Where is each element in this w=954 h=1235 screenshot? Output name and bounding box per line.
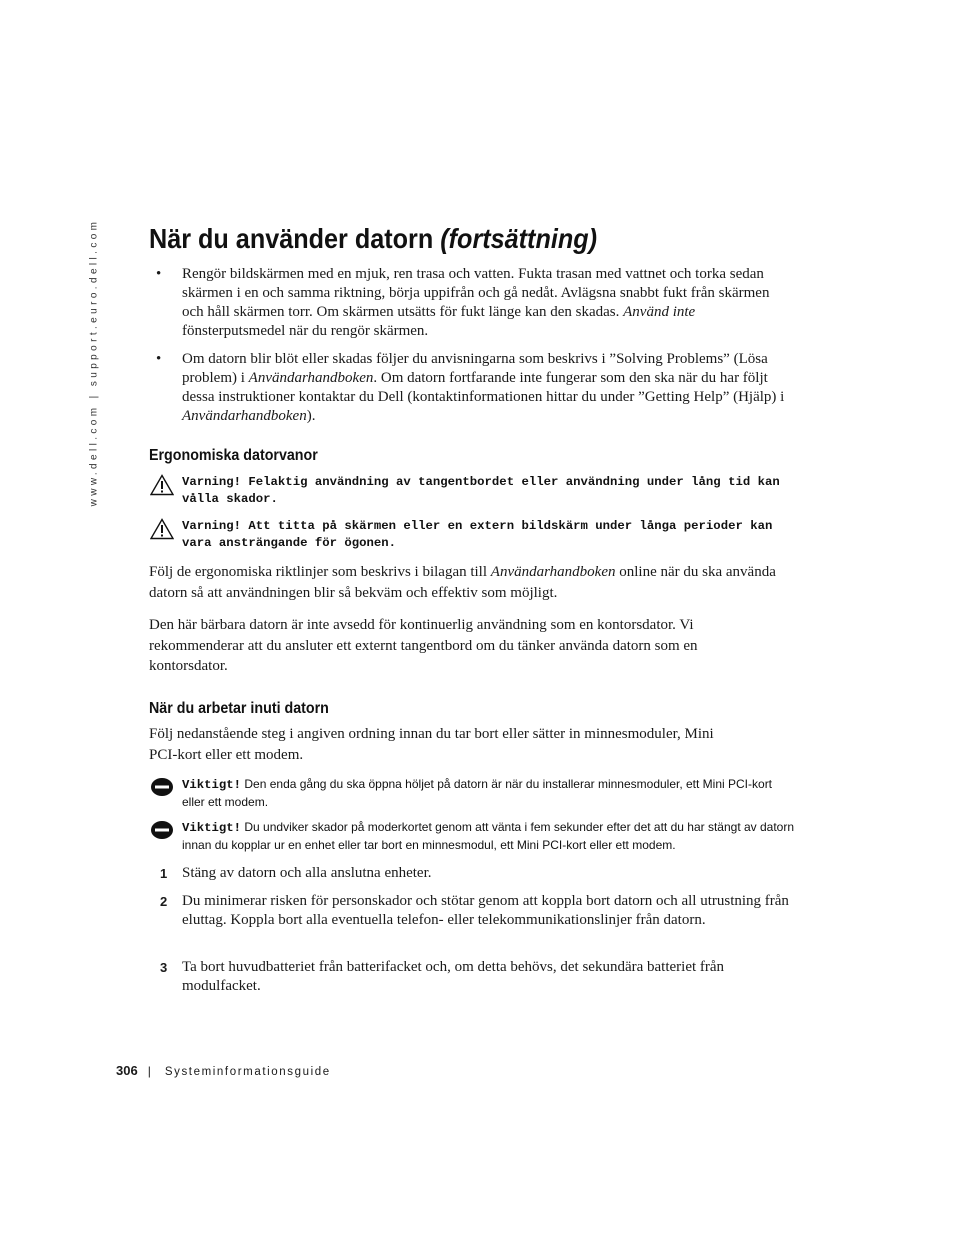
notice-text [182,776,790,812]
warning-notice [150,474,790,508]
section-heading-ergonomics: Ergonomiska datorvanor [149,447,318,464]
side-url-text: www.dell.com | support.euro.dell.com [88,218,100,506]
step-item [160,864,792,883]
guide-title: Systeminformationsguide [164,1066,331,1078]
step-text: Ta bort huvudbatteriet från batterifacket och, om detta behövs, det sekundära batteriet från modulfacket. [182,959,725,994]
warning-notice [150,518,790,552]
bullet-dot: • [156,351,162,367]
bullet-emphasis: Användarhandboken [182,408,307,424]
warning-text: Varning! Felaktig användning av tangentbordet eller användning under lång tid kan vålla skador. [182,475,780,506]
inside-intro-paragraph: Följ nedanstående steg i angiven ordning innan du tar bort eller sätter in minnesmoduler, Mini PCI-kort eller ett modem. [149,726,714,763]
warning-triangle-icon [150,518,174,540]
step-number: 2 [160,894,168,909]
paragraph-text: online när du ska använda datorn så att användningen blir så bekväm och effektiv som möjligt. [149,564,776,601]
title-continued: (fortsättning) [440,223,598,254]
warning-text: Varning! Att titta på skärmen eller en extern bildskärm under långa perioder kan vara ansträngande för ögonen. [182,519,773,550]
step-item [160,892,792,930]
step-text: Du minimerar risken för personskador och stötar genom att koppla bort datorn och all utrustning från eluttag. Koppla bort alla eventuella telefon- eller telekommunikationslinjer från datorn. [182,893,789,928]
step-text: Stäng av datorn och alla anslutna enheter. [182,865,432,881]
bullet-emphasis: Använd inte [623,304,696,320]
bullet-text: Om datorn blir blöt eller skadas följer du anvisningarna som beskrivs i ”Solving Problems” (Lösa problem) i [182,351,768,386]
bullet-item [156,350,792,426]
bullet-emphasis: Användarhandboken [248,370,374,386]
section-heading-inside-computer: När du arbetar inuti datorn [149,700,329,717]
notice-icon [150,819,174,841]
ergonomics-paragraph [149,562,789,603]
notice-body: Den enda gång du ska öppna höljet på datorn är när du installerar minnesmoduler, ett Mini PCI-kort eller ett modem. [182,777,773,809]
step-number: 1 [160,866,168,881]
notice-body: Du undviker skador på moderkortet genom att vänta i fem sekunder efter det att du har stängt av datorn innan du kopplar ur en enhet eller tar bort en minnesmodul, ett Mini PCI-kort eller ett modem. [182,820,795,852]
paragraph-text: Följ de ergonomiska riktlinjer som beskrivs i bilagan till [149,564,491,580]
footer-separator: | [147,1064,151,1078]
bullet-text: Rengör bildskärmen med en mjuk, ren trasa och vatten. Fukta trasan med vattnet och torka sedan skärmen i en och samma riktning, börja uppifrån och gå nedåt. Avlägsna snabbt fukt från skärmen och håll skärmen torr. Om skärmen utsätts för fukt länge kan den skadas. [182,266,770,320]
side-url [84,218,104,506]
page-number: 306 [116,1063,138,1078]
page-title [149,222,597,256]
step-item [160,958,762,996]
bullet-text: fönsterputsmedel när du rengör skärmen. [182,323,429,339]
notice-text [182,819,800,855]
ergonomics-paragraph: Den här bärbara datorn är inte avsedd för kontinuerlig användning som en kontorsdator. Vi rekommenderar att du ansluter ett externt tangentbord om du tänker använda datorn som en kontorsdator. [149,617,698,674]
page-footer [116,1062,331,1080]
bullet-dot: • [156,266,162,282]
bullet-item [156,265,792,341]
important-notice [150,819,800,855]
title-main: När du använder datorn [149,223,441,254]
step-number: 3 [160,960,168,975]
notice-lead: Viktigt! [182,778,242,792]
important-notice [150,776,790,812]
warning-triangle-icon [150,474,174,496]
bullet-text: ). [306,408,316,424]
bullet-text: . Om datorn fortfarande inte fungerar som den ska när du har följt dessa instruktioner kontaktar du Dell (kontaktinformationen hittar du under ”Getting Help” (Hjälp) i [182,370,785,405]
notice-lead: Viktigt! [182,821,242,835]
paragraph-emphasis: Användarhandboken [490,564,616,580]
notice-icon [150,776,174,798]
